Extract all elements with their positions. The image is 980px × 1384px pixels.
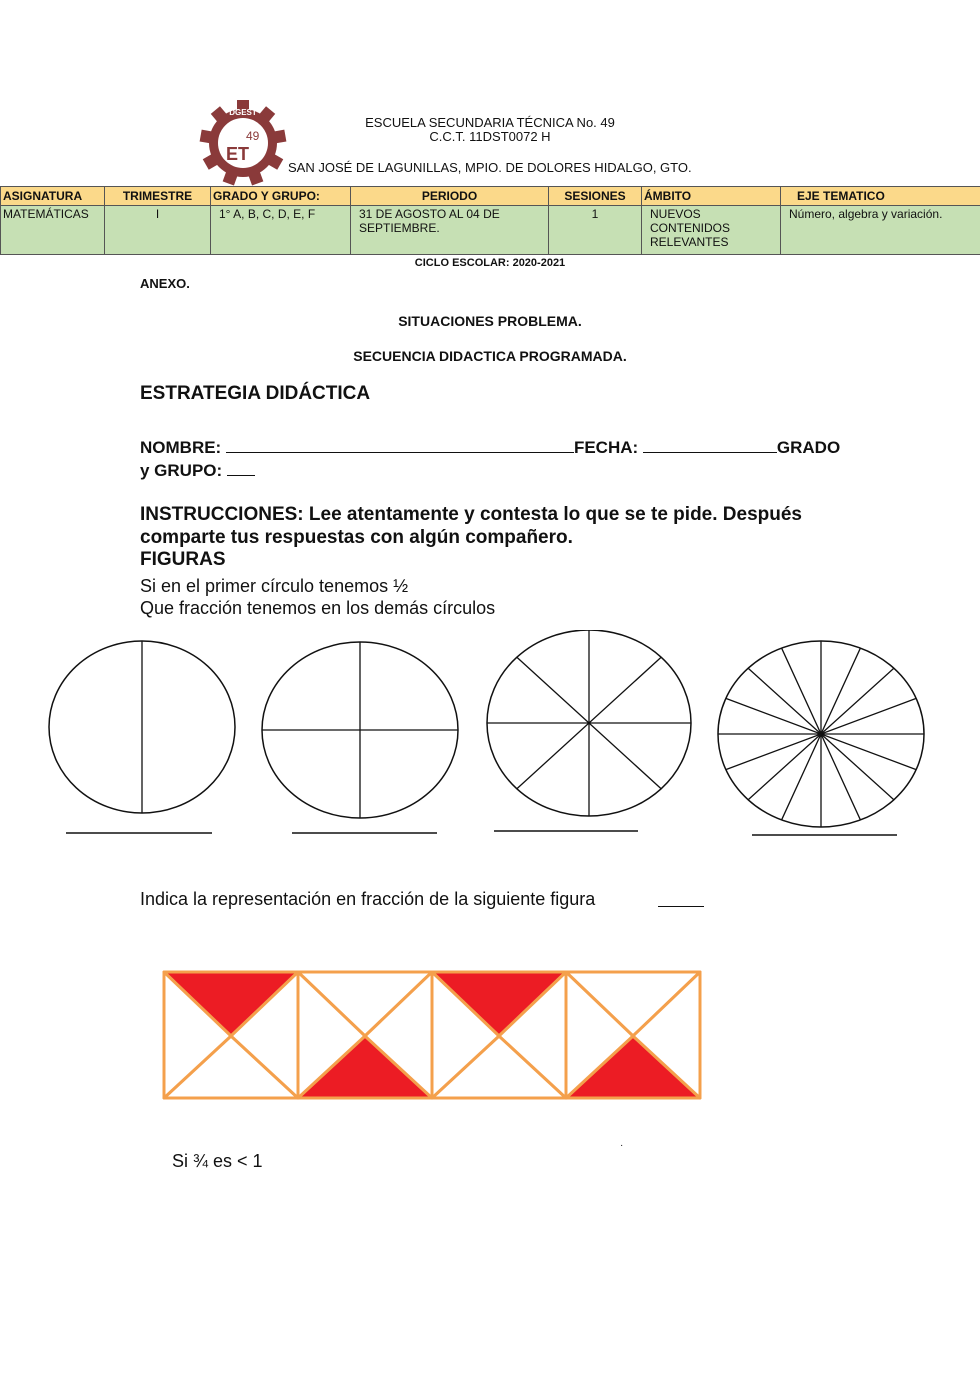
cell-eje: Número, algebra y variación. xyxy=(781,206,980,255)
indicate-question: Indica la representación en fracción de la siguiente figura xyxy=(140,889,596,909)
school-logo xyxy=(196,100,290,186)
name-field[interactable] xyxy=(226,436,574,453)
stray-mark: · xyxy=(620,1140,624,1151)
date-field[interactable] xyxy=(643,436,777,453)
cell-grado-grupo: 1° A, B, C, D, E, F xyxy=(211,206,351,255)
school-name: ESCUELA SECUNDARIA TÉCNICA No. 49 xyxy=(365,115,615,130)
svg-text:49: 49 xyxy=(246,129,260,143)
strategy-title: ESTRATEGIA DIDÁCTICA xyxy=(140,383,371,404)
grade-label: GRADO xyxy=(776,438,841,457)
fraction-statement: Si ¾ es < 1 xyxy=(172,1151,263,1171)
school-cct: C.C.T. 11DST0072 H xyxy=(429,129,551,144)
triangle-figure xyxy=(150,962,710,1112)
situations-title: SITUACIONES PROBLEMA. xyxy=(398,313,582,329)
fraction-circles xyxy=(0,630,980,850)
instructions: INSTRUCCIONES: Lee atentamente y contesta lo que se te pide. Después comparte tus respuestas con algún compañero. xyxy=(140,504,802,548)
cell-sesiones: 1 xyxy=(549,206,642,255)
annex-label: ANEXO. xyxy=(140,276,190,291)
group-field[interactable] xyxy=(227,459,255,476)
cell-ambito: NUEVOS CONTENIDOS RELEVANTES xyxy=(642,206,781,255)
indicate-answer-line[interactable] xyxy=(658,906,704,907)
school-cycle: CICLO ESCOLAR: 2020-2021 xyxy=(414,257,566,269)
info-table xyxy=(0,186,980,255)
header-sesiones: SESIONES xyxy=(549,187,642,206)
sequence-title: SECUENCIA DIDACTICA PROGRAMADA. xyxy=(353,348,627,364)
cell-asignatura: MATEMÁTICAS xyxy=(1,206,105,255)
header-grado-grupo: GRADO Y GRUPO: xyxy=(211,187,351,206)
name-label: NOMBRE: xyxy=(140,438,222,457)
header-eje: EJE TEMATICO xyxy=(781,187,980,206)
header-ambito: ÁMBITO xyxy=(642,187,781,206)
question-first-circle: Si en el primer círculo tenemos ½ xyxy=(140,576,409,596)
date-label: FECHA: xyxy=(573,438,639,457)
header-asignatura: ASIGNATURA xyxy=(1,187,105,206)
school-location: SAN JOSÉ DE LAGUNILLAS, MPIO. DE DOLORES HIDALGO, GTO. xyxy=(288,160,692,175)
question-other-circles: Que fracción tenemos en los demás círculos xyxy=(140,598,496,618)
svg-text:ET: ET xyxy=(226,144,250,164)
header-trimestre: TRIMESTRE xyxy=(105,187,211,206)
cell-trimestre: I xyxy=(105,206,211,255)
svg-text:DGEST: DGEST xyxy=(229,108,257,117)
cell-periodo: 31 DE AGOSTO AL 04 DE SEPTIEMBRE. xyxy=(351,206,549,255)
student-form xyxy=(140,436,860,482)
figures-title: FIGURAS xyxy=(140,549,226,570)
group-label: y GRUPO: xyxy=(140,461,223,480)
school-header xyxy=(290,116,690,144)
header-periodo: PERIODO xyxy=(351,187,549,206)
